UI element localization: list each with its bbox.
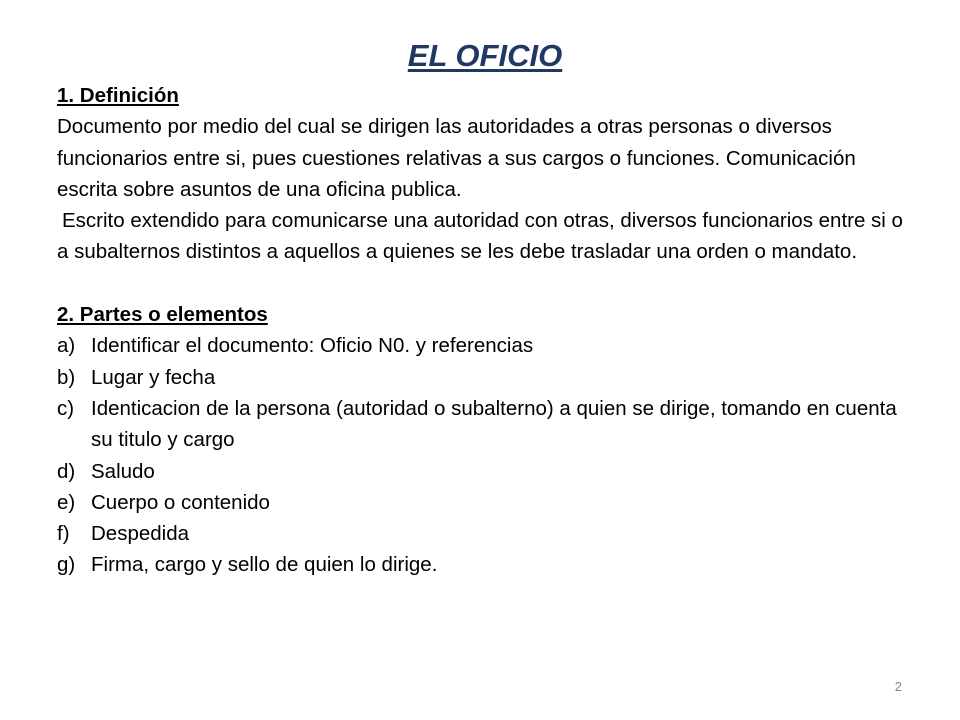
definition-paragraph-1: Documento por medio del cual se dirigen las autoridades a otras personas o diversos funcionarios entre si, pues cuestiones relativas a sus cargos o funciones. Comunicación escrita sobre asuntos de una oficina publica. <box>57 115 856 201</box>
spacer <box>57 268 917 299</box>
section-heading-partes: 2. Partes o elementos <box>57 303 268 327</box>
list-item <box>57 330 917 361</box>
list-item-text: Identicacion de la persona (autoridad o subalterno) a quien se dirige, tomando en cuenta su titulo y cargo <box>91 396 897 452</box>
definition-paragraph-2: Escrito extendido para comunicarse una autoridad con otras, diversos funcionarios entre si o a subalternos distintos a aquellos a quienes se les debe trasladar una orden o mandato. <box>57 209 903 264</box>
parts-list <box>57 330 917 580</box>
list-item <box>57 456 917 487</box>
list-item <box>57 518 917 549</box>
list-item <box>57 362 917 393</box>
list-marker: b) <box>57 365 76 389</box>
list-marker: g) <box>57 553 76 577</box>
list-item-text: Firma, cargo y sello de quien lo dirige. <box>91 553 438 577</box>
list-marker: d) <box>57 459 76 483</box>
page-number: 2 <box>894 679 902 694</box>
list-item-text: Despedida <box>91 522 190 546</box>
page-title: EL OFICIO <box>407 38 563 73</box>
list-item <box>57 487 917 518</box>
list-item-text: Cuerpo o contenido <box>91 490 270 514</box>
list-marker: c) <box>57 396 75 420</box>
list-item-text: Identificar el documento: Oficio N0. y referencias <box>91 334 534 358</box>
list-item <box>57 549 917 580</box>
list-marker: f) <box>57 522 70 546</box>
list-item-text: Saludo <box>91 459 155 483</box>
slide-body <box>57 80 917 581</box>
list-item <box>57 393 917 456</box>
section-heading-definicion: 1. Definición <box>57 84 179 107</box>
list-marker: e) <box>57 490 76 514</box>
list-marker: a) <box>57 334 76 358</box>
list-item-text: Lugar y fecha <box>91 365 216 389</box>
